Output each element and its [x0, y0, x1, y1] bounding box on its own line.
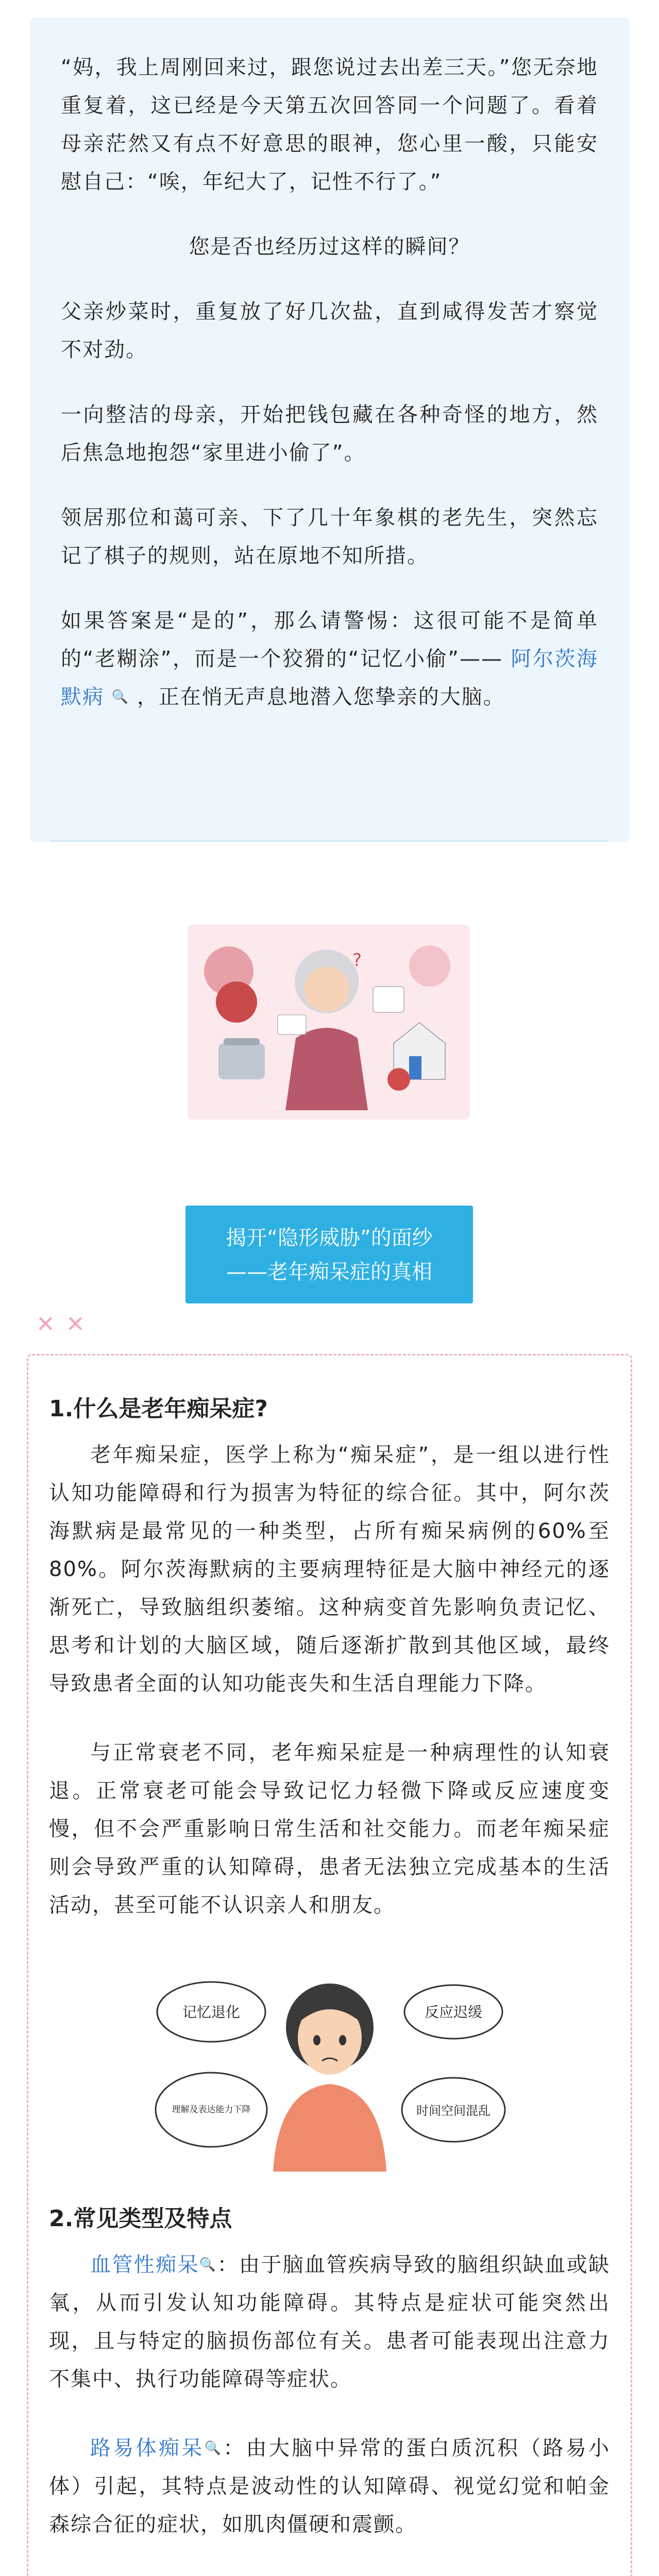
- search-icon[interactable]: 🔍: [199, 2257, 217, 2273]
- intro-paragraph-warning: [61, 602, 598, 716]
- label-memory: 记忆退化: [182, 2004, 240, 2021]
- type-vascular-paragraph: [49, 2246, 610, 2398]
- section-banner: [185, 1206, 473, 1303]
- decorative-x-icon: ✕: [36, 1311, 55, 1337]
- label-confusion: 时间空间混乱: [416, 2104, 491, 2118]
- lewy-body-dementia-link[interactable]: 路易体痴呆: [90, 2436, 205, 2460]
- symptoms-illustration: [144, 1955, 515, 2172]
- label-understanding: 理解及表达能力下降: [172, 2105, 250, 2115]
- search-icon[interactable]: 🔍: [204, 2441, 224, 2456]
- section-1-paragraph-2: 与正常衰老不同，老年痴呆症是一种病理性的认知衰退。正常衰老可能会导致记忆力轻微下降或反应速度变慢，但不会严重影响日常生活和社交能力。而老年痴呆症则会导致严重的认知障碍，患者无法独立完成基本的生活活动，甚至可能不认识亲人和朋友。: [49, 1741, 610, 1917]
- confused-grandmother-illustration: [188, 925, 470, 1120]
- label-reaction: 反应迟缓: [424, 2004, 482, 2021]
- warning-text-after: ，正在悄无声息地潜入您挚亲的大脑。: [137, 685, 505, 709]
- section-2-heading: 2.常见类型及特点: [49, 2206, 232, 2232]
- alzheimers-link[interactable]: 阿尔茨海默病: [61, 647, 599, 709]
- banner-line-2: ——老年痴呆症的真相: [226, 1260, 432, 1284]
- section-1-paragraph-1: 老年痴呆症，医学上称为“痴呆症”，是一组以进行性认知功能障碍和行为损害为特征的综合征。其中，阿尔茨海默病是最常见的一种类型，占所有痴呆病例的60%至80%。阿尔茨海默病的主要病理特征是大脑中神经元的逐渐死亡，导致脑组织萎缩。这种病变首先影响负责记忆、思考和计划的大脑区域，随后逐渐扩散到其他区域，最终导致患者全面的认知功能丧失和生活自理能力下降。: [49, 1443, 610, 1696]
- intro-paragraph-neighbor: 领居那位和蔼可亲、下了几十年象棋的老先生，突然忘记了棋子的规则，站在原地不知所措。: [61, 506, 598, 568]
- vascular-dementia-desc: ：由于脑血管疾病导致的脑组织缺血或缺氧，从而引发认知功能障碍。其特点是症状可能突然出现，且与特定的脑损伤部位有关。患者可能表现出注意力不集中、执行功能障碍等症状。: [49, 2253, 610, 2391]
- intro-paragraph-father: 父亲炒菜时，重复放了好几次盐，直到咸得发苦才察觉不对劲。: [61, 300, 598, 362]
- intro-card: [30, 18, 629, 842]
- vascular-dementia-link[interactable]: 血管性痴呆: [90, 2253, 199, 2277]
- warning-text-before: 如果答案是“是的”，那么请警惕：这很可能不是简单的“老糊涂”，而是一个狡猾的“记忆小偷”——: [61, 609, 598, 671]
- intro-divider: [50, 840, 609, 842]
- search-icon[interactable]: 🔍: [111, 689, 130, 705]
- intro-paragraph-1: “妈，我上周刚回来过，跟您说过去出差三天。”您无奈地重复着，这已经是今天第五次回答同一个问题了。看着母亲茫然又有点不好意思的眼神，您心里一酸，只能安慰自己：“唉，年纪大了，记性不行了。”: [61, 56, 598, 194]
- content-card: [27, 1354, 632, 2576]
- intro-question: 您是否也经历过这样的瞬间？: [189, 235, 470, 259]
- section-1-heading: 1.什么是老年痴呆症?: [49, 1396, 268, 1422]
- decorative-x-icon: ✕: [66, 1311, 85, 1337]
- type-lewy-paragraph: [49, 2429, 610, 2544]
- lewy-body-dementia-desc: ：由大脑中异常的蛋白质沉积（路易小体）引起，其特点是波动性的认知障碍、视觉幻觉和帕金森综合征的症状，如肌肉僵硬和震颤。: [49, 2436, 611, 2536]
- banner-line-1: 揭开“隐形威胁”的面纱: [226, 1226, 433, 1250]
- intro-paragraph-mother: 一向整洁的母亲，开始把钱包藏在各种奇怪的地方，然后焦急地抱怨“家里进小偷了”。: [61, 403, 598, 465]
- svg-text:?: ?: [352, 950, 362, 971]
